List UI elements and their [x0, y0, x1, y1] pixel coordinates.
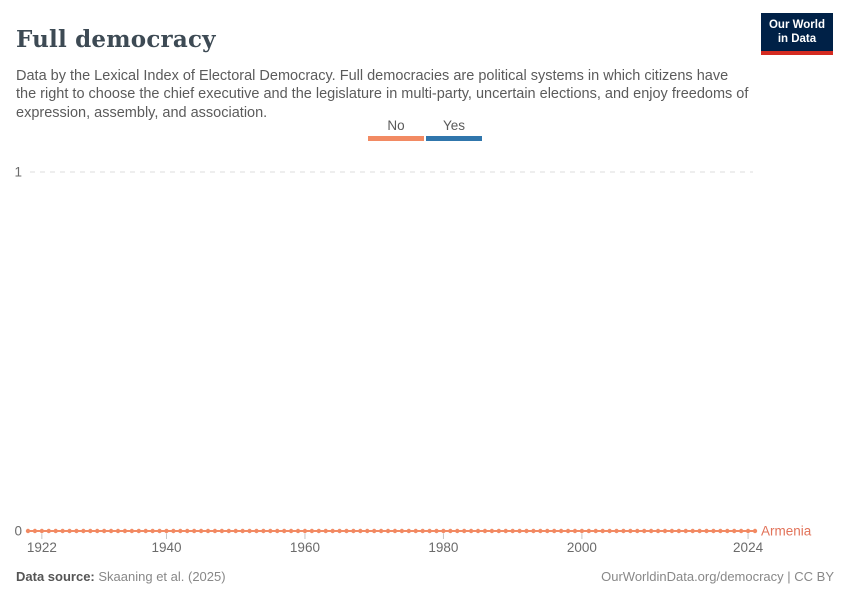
- data-point[interactable]: [483, 529, 487, 533]
- data-point[interactable]: [40, 529, 44, 533]
- data-point[interactable]: [684, 529, 688, 533]
- legend-label: Yes: [442, 118, 466, 133]
- data-point[interactable]: [26, 529, 30, 533]
- data-point[interactable]: [88, 529, 92, 533]
- data-point[interactable]: [303, 529, 307, 533]
- data-point[interactable]: [60, 529, 64, 533]
- entity-label[interactable]: Armenia: [761, 523, 812, 539]
- data-point[interactable]: [476, 529, 480, 533]
- data-point[interactable]: [220, 529, 224, 533]
- data-point[interactable]: [725, 529, 729, 533]
- data-point[interactable]: [469, 529, 473, 533]
- data-point[interactable]: [95, 529, 99, 533]
- data-point[interactable]: [337, 529, 341, 533]
- data-point[interactable]: [614, 529, 618, 533]
- data-point[interactable]: [739, 529, 743, 533]
- data-point[interactable]: [746, 529, 750, 533]
- y-tick-label: 0: [14, 523, 22, 539]
- legend-color-bar: [426, 136, 482, 141]
- data-point[interactable]: [538, 529, 542, 533]
- legend-color-bar: [368, 136, 424, 141]
- data-point[interactable]: [455, 529, 459, 533]
- data-point[interactable]: [81, 529, 85, 533]
- data-point[interactable]: [330, 529, 334, 533]
- data-point[interactable]: [490, 529, 494, 533]
- data-point[interactable]: [573, 529, 577, 533]
- data-point[interactable]: [559, 529, 563, 533]
- x-tick-label: 1922: [26, 540, 57, 555]
- data-point[interactable]: [268, 529, 272, 533]
- data-point[interactable]: [607, 529, 611, 533]
- data-point[interactable]: [677, 529, 681, 533]
- data-point[interactable]: [649, 529, 653, 533]
- data-point[interactable]: [753, 529, 757, 533]
- data-point[interactable]: [628, 529, 632, 533]
- data-point[interactable]: [137, 529, 141, 533]
- data-point[interactable]: [310, 529, 314, 533]
- data-point[interactable]: [74, 529, 78, 533]
- x-tick-label: 1960: [289, 540, 320, 555]
- data-point[interactable]: [67, 529, 71, 533]
- data-point[interactable]: [47, 529, 51, 533]
- data-point[interactable]: [462, 529, 466, 533]
- data-point[interactable]: [393, 529, 397, 533]
- data-point[interactable]: [344, 529, 348, 533]
- data-point[interactable]: [317, 529, 321, 533]
- data-point[interactable]: [247, 529, 251, 533]
- data-point[interactable]: [711, 529, 715, 533]
- data-point[interactable]: [704, 529, 708, 533]
- data-point[interactable]: [580, 529, 584, 533]
- data-point[interactable]: [400, 529, 404, 533]
- data-point[interactable]: [53, 529, 57, 533]
- data-point[interactable]: [420, 529, 424, 533]
- data-point[interactable]: [697, 529, 701, 533]
- data-point[interactable]: [635, 529, 639, 533]
- data-point[interactable]: [718, 529, 722, 533]
- data-point[interactable]: [102, 529, 106, 533]
- owid-logo-line2: in Data: [777, 33, 817, 46]
- data-point[interactable]: [372, 529, 376, 533]
- chart-subtitle: Data by the Lexical Index of Electoral Democracy. Full democracies are political systems in which citizens have the right to choose the chief executive and the legislature in multi-party, uncertain elections, and enjoy freedoms of expression, assembly, and association.: [16, 67, 749, 121]
- data-point[interactable]: [656, 529, 660, 533]
- data-point[interactable]: [670, 529, 674, 533]
- data-point[interactable]: [690, 529, 694, 533]
- data-point[interactable]: [510, 529, 514, 533]
- data-point[interactable]: [358, 529, 362, 533]
- data-point[interactable]: [254, 529, 258, 533]
- data-point[interactable]: [324, 529, 328, 533]
- data-point[interactable]: [587, 529, 591, 533]
- data-point[interactable]: [441, 529, 445, 533]
- data-point[interactable]: [234, 529, 238, 533]
- data-point[interactable]: [296, 529, 300, 533]
- data-point[interactable]: [171, 529, 175, 533]
- data-point[interactable]: [365, 529, 369, 533]
- data-point[interactable]: [261, 529, 265, 533]
- legend-item-yes[interactable]: [426, 118, 482, 141]
- data-point[interactable]: [109, 529, 113, 533]
- data-source-note: [16, 569, 226, 584]
- data-source-label: Data source:: [16, 569, 95, 584]
- data-point[interactable]: [178, 529, 182, 533]
- data-point[interactable]: [517, 529, 521, 533]
- owid-logo[interactable]: [761, 13, 833, 55]
- data-point[interactable]: [164, 529, 168, 533]
- data-point[interactable]: [663, 529, 667, 533]
- data-point[interactable]: [150, 529, 154, 533]
- data-point[interactable]: [434, 529, 438, 533]
- owid-logo-line1: Our World: [768, 19, 825, 31]
- data-point[interactable]: [642, 529, 646, 533]
- data-point[interactable]: [227, 529, 231, 533]
- data-point[interactable]: [33, 529, 37, 533]
- data-point[interactable]: [157, 529, 161, 533]
- data-point[interactable]: [524, 529, 528, 533]
- data-point[interactable]: [545, 529, 549, 533]
- data-point[interactable]: [600, 529, 604, 533]
- data-point[interactable]: [448, 529, 452, 533]
- data-point[interactable]: [213, 529, 217, 533]
- owid-url-license[interactable]: OurWorldinData.org/democracy | CC BY: [601, 569, 834, 584]
- data-point[interactable]: [130, 529, 134, 533]
- y-tick-label: 1: [14, 164, 22, 180]
- x-tick-label: 2024: [733, 540, 764, 555]
- data-point[interactable]: [497, 529, 501, 533]
- data-point[interactable]: [531, 529, 535, 533]
- data-point[interactable]: [504, 529, 508, 533]
- data-point[interactable]: [621, 529, 625, 533]
- data-point[interactable]: [199, 529, 203, 533]
- data-point[interactable]: [275, 529, 279, 533]
- data-point[interactable]: [185, 529, 189, 533]
- data-point[interactable]: [282, 529, 286, 533]
- data-point[interactable]: [240, 529, 244, 533]
- chart-title: Full democracy: [16, 26, 216, 54]
- data-point[interactable]: [289, 529, 293, 533]
- data-point[interactable]: [427, 529, 431, 533]
- data-source-value: Skaaning et al. (2025): [98, 569, 226, 584]
- data-point[interactable]: [386, 529, 390, 533]
- x-tick-label: 1940: [151, 540, 182, 555]
- data-point[interactable]: [123, 529, 127, 533]
- data-point[interactable]: [379, 529, 383, 533]
- legend-item-no[interactable]: [368, 118, 424, 141]
- data-point[interactable]: [552, 529, 556, 533]
- data-point[interactable]: [351, 529, 355, 533]
- data-point[interactable]: [594, 529, 598, 533]
- data-point[interactable]: [732, 529, 736, 533]
- data-point[interactable]: [192, 529, 196, 533]
- x-tick-label: 2000: [566, 540, 597, 555]
- data-point[interactable]: [144, 529, 148, 533]
- data-point[interactable]: [566, 529, 570, 533]
- data-point[interactable]: [414, 529, 418, 533]
- data-point[interactable]: [206, 529, 210, 533]
- data-point[interactable]: [116, 529, 120, 533]
- legend-label: No: [387, 118, 405, 133]
- x-tick-label: 1980: [428, 540, 459, 555]
- legend: [0, 118, 850, 141]
- data-point[interactable]: [407, 529, 411, 533]
